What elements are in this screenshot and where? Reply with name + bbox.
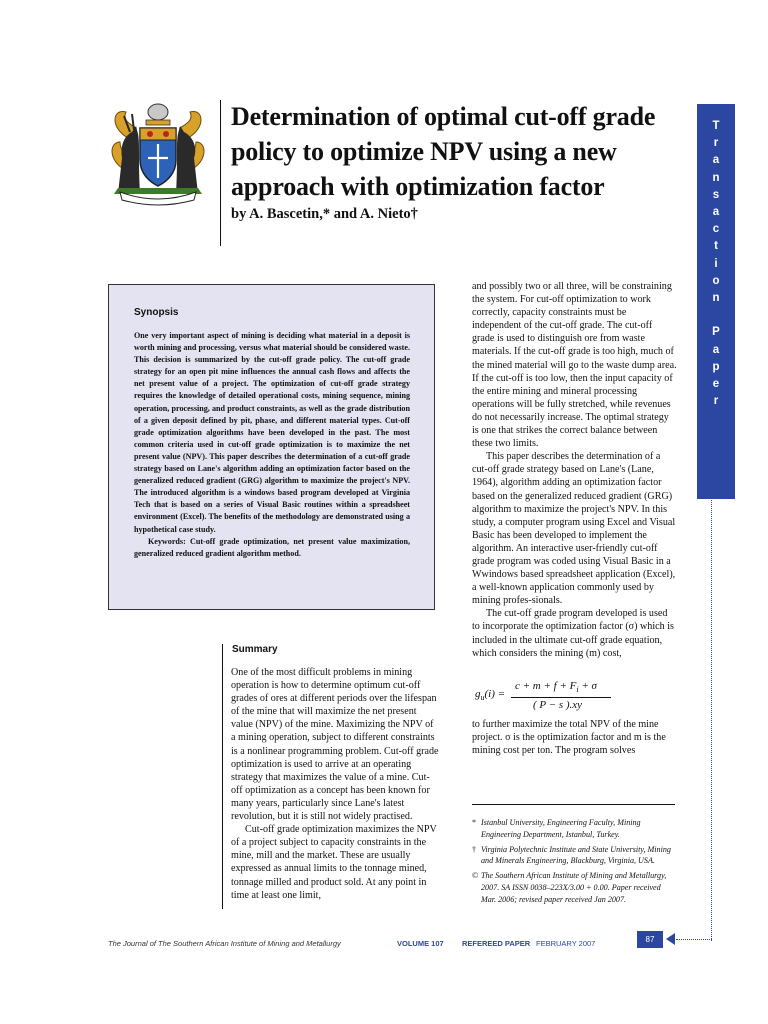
banner-letter: t: [714, 240, 718, 253]
synopsis-body: One very important aspect of mining is deciding what material in a deposit is worth mining and processing, versus what material should be considered waste. This decision is summarized by the cut-off grade policy. The cut-off grade strategy for an open pit mine influences the annual cash flows and affects the net present value of a project. The optimization of cut-off grade strategy requires the knowledge of detailed operational costs, mining sequence, mining operation, processing, and product constraints, as well as the grade distribution of a given deposit defined by pit, phase, and different material types. Cut-off grade optimization algorithms have been developed in the past. The most common criteria used in cut-off grade optimization is to maximize the net present value (NPV). This paper describes the determination of a cut-off grade strategy based on Lane's algorithm adding an optimization factor based on the generalized reduced gradient (GRG) algorithm to maximize the project's NPV. The introduced algorithm is a windows based program developed at Virginia Tech that is based on a series of Visual Basic routines within a spreadsheet environment (Excel). The benefits of the methodology are demonstrated using a hypothetical case study.: [134, 331, 410, 534]
banner-letter: r: [713, 137, 719, 150]
footnotes: [472, 817, 677, 909]
banner-letters: [697, 118, 735, 410]
banner-letter: n: [712, 171, 720, 184]
banner-letter: a: [712, 206, 720, 219]
summary-divider-rule: [222, 644, 223, 909]
refereed-paper-label: REFEREED PAPER: [462, 939, 531, 948]
paper-title: Determination of optimal cut-off grade policy to optimize NPV using a new approach with optimization factor: [231, 102, 656, 201]
title-divider-rule: [220, 100, 221, 246]
equation-lhs: $g_u(i)$ =: [475, 688, 506, 703]
authors: by A. Bascetin,* and A. Nieto†: [231, 206, 418, 222]
issue-date: FEBRUARY 2007: [536, 939, 596, 948]
banner-letter: s: [712, 188, 720, 201]
right-column-text: [472, 280, 677, 660]
banner-letter: i: [714, 257, 718, 270]
footnote-3: © The Southern African Institute of Mining and Metallurgy, 2007. SA ISSN 0038–223X/3.00 + 0.00. Paper received Mar. 2006; revised paper received Jan 2007.: [472, 871, 667, 904]
page-arrow-icon: [666, 933, 675, 945]
banner-letter: a: [712, 343, 720, 356]
banner-letter: [697, 307, 735, 324]
right-paragraph-4: to further maximize the total NPV of the mine project. σ is the optimization factor and m is the mining cost per ton. The program solves: [472, 719, 666, 757]
banner-letter: p: [712, 360, 720, 373]
summary-heading: Summary: [232, 644, 278, 655]
transaction-paper-banner: [697, 104, 735, 499]
right-paragraph-2: This paper describes the determination of a cut-off grade strategy based on Lane's (Lane, 1964), algorithm adding an optimization factor based on the generalized reduced gradient (GRG) algorithm to maximize the project's NPV. In this study, a computer program using Excel and Visual Basic has been developed to implement the algorithm. An interactive user-friendly cut-off grade program was coded using Visual Basic in a Wwindows based spreadsheet application (Excel), a well-known application commonly used by mining profes-sionals.: [472, 451, 676, 607]
right-paragraph-1: and possibly two or all three, will be constraining the system. For cut-off optimization to work correctly, capacity constraints must be independent of the cut-off grade. The cut-off grade is used to distinguish ore from waste materials. If the cut-off grade is too high, much of the mined material will go to the waste dump area. If the cut-off is too low, then the input capacity of the entire mining and mineral processing operations will be fully stretched, while revenues do not necessarily increase. The optimal strategy is one that strikes the correct balance between these two limits.: [472, 281, 677, 450]
footnote-1: * Istanbul University, Engineering Faculty, Mining Engineering Department, Istanbul, Turkey.: [472, 818, 641, 839]
banner-letter: T: [712, 120, 720, 132]
bottom-dotted-line: [676, 939, 712, 940]
banner-letter: r: [713, 395, 719, 408]
banner-letter: o: [712, 274, 720, 287]
right-paragraph-3: The cut-off grade program developed is used to incorporate the optimization factor (σ) which is included in the ultimate cut-off grade equation, which considers the mining (m) cost,: [472, 608, 674, 659]
banner-letter: a: [712, 154, 720, 167]
banner-letter: P: [712, 326, 720, 339]
page-number: 87: [637, 931, 663, 948]
footnote-2: † Virginia Polytechnic Institute and State University, Mining and Minerals Engineering, Blackburg, Virginia, USA.: [472, 844, 671, 866]
banner-letter: e: [712, 378, 720, 391]
synopsis-keywords: Keywords: Cut-off grade optimization, net present value maximization, generalized reduced gradient algorithm method.: [134, 536, 410, 558]
page-footer: [108, 936, 668, 952]
banner-letter: n: [712, 292, 720, 305]
side-dotted-line: [711, 486, 712, 941]
summary-text: [231, 666, 439, 902]
equation-numerator: $c + m + f + F_i + \sigma$: [515, 680, 597, 695]
summary-paragraph-1: One of the most difficult problems in mining operation is how to determine optimum cut-off grades of ores at different periods over the lifespan of the mine that will maximize the net present value (NPV) of the mine. Maximizing the NPV of a mining operation, subject to different constraints is a nonlinear programming problem. Cut-off grade optimization is used to arrive at an operating strategy that maximizes the value of a mine. Cut-off optimization as a concept has been known for many years, particularly since Lane's latest revolution, but it is still not widely practised.: [231, 667, 439, 823]
summary-paragraph-2: Cut-off grade optimization maximizes the NPV of a project subject to capacity constraints in the mine, mill and the market. These are usually expressed as annual limits to the tonnage mined, tonnage milled and product sold. At any point in time at least one limit,: [231, 824, 437, 901]
banner-letter: c: [712, 223, 720, 236]
cutoff-grade-equation: [475, 680, 675, 716]
equation-denominator: ( P − s ).xy: [533, 699, 583, 711]
volume-label: VOLUME 107: [397, 939, 444, 948]
footnote-rule: [472, 804, 675, 805]
equation-fraction-bar: [511, 697, 611, 698]
institute-crest-logo: [108, 98, 208, 206]
synopsis-heading: Synopsis: [134, 307, 179, 318]
journal-name: The Journal of The Southern African Institute of Mining and Metallurgy: [108, 939, 341, 948]
synopsis-text: [134, 330, 410, 560]
